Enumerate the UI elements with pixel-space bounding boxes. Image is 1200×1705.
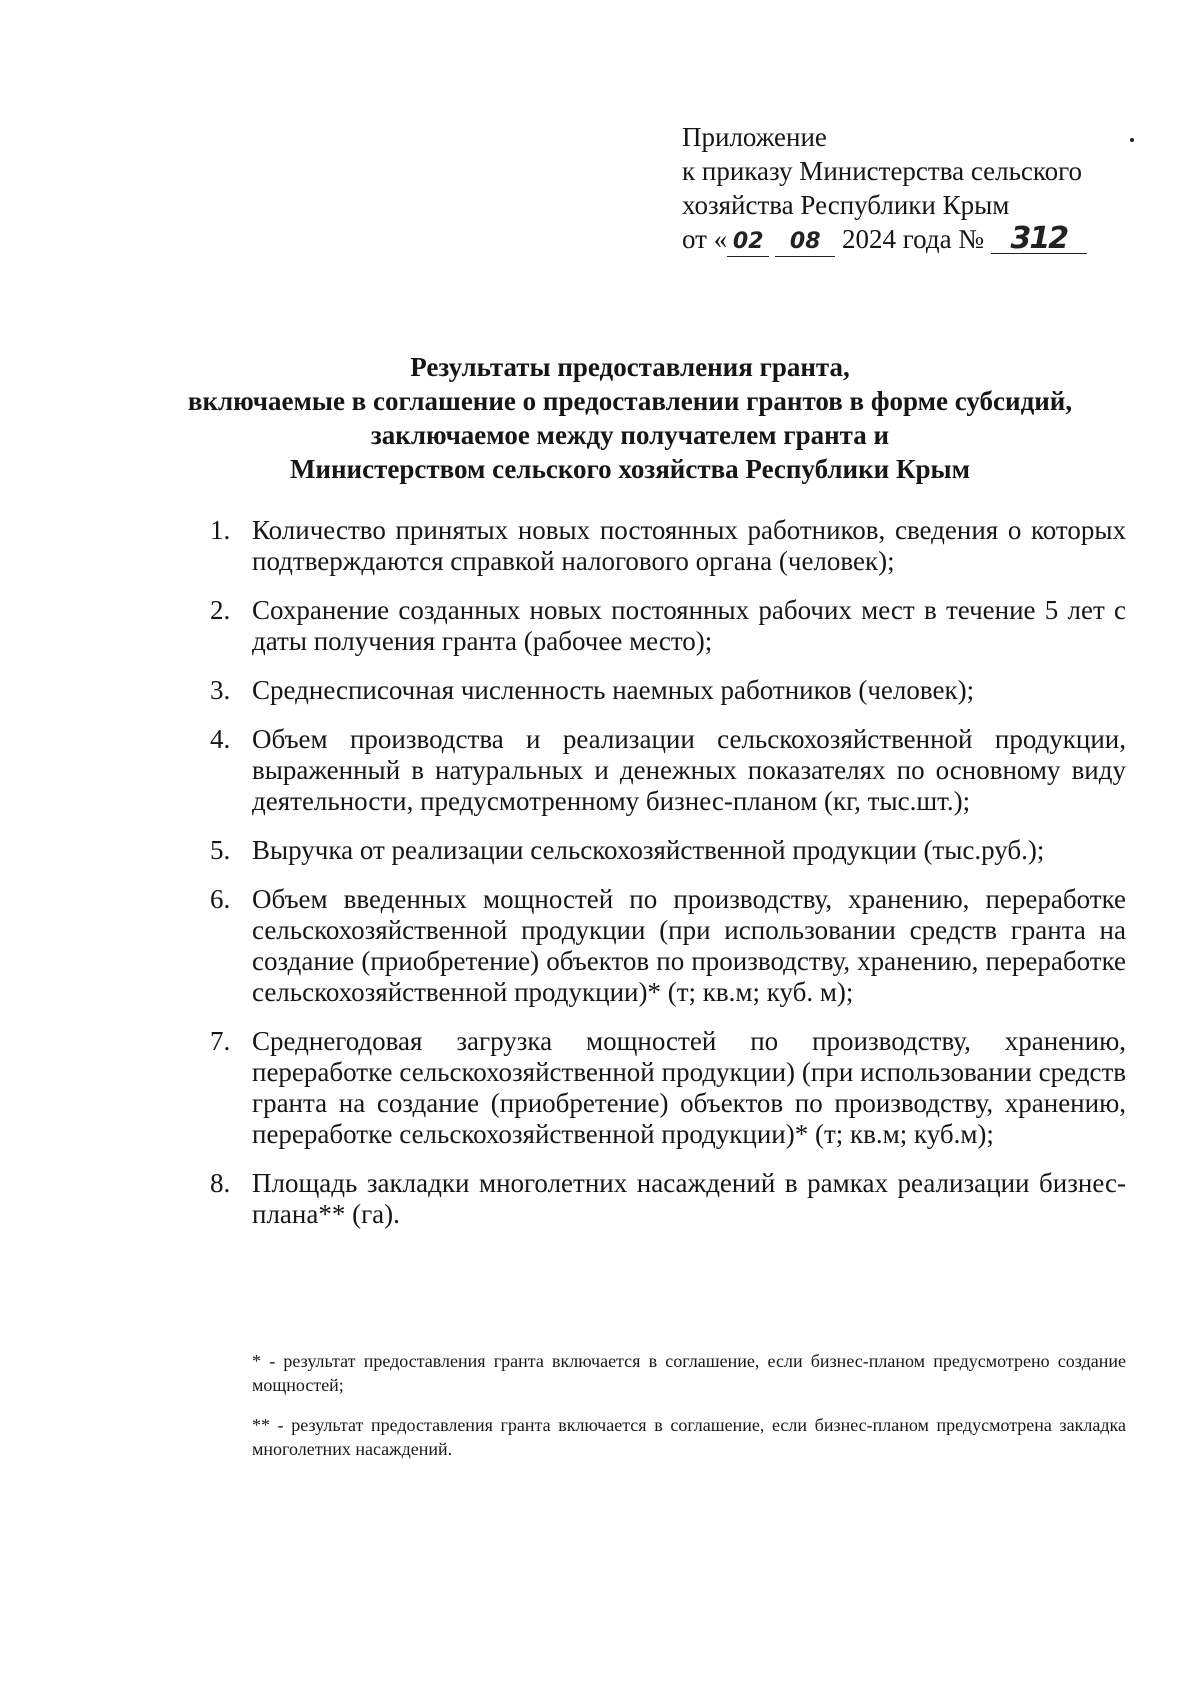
list-item: [210, 675, 1126, 706]
appendix-label: Приложение: [682, 122, 827, 152]
results-list: [210, 515, 1126, 1248]
list-item-number: 3.: [210, 675, 231, 705]
list-item: [210, 724, 1126, 817]
list-item-text: Объем производства и реализации сельскохозяйственной продукции, выраженный в натуральных и денежных показателях по основному виду деятельности, предусмотренному бизнес-планом (кг, тыс.шт.);: [252, 724, 1126, 816]
date-year-text: 2024 года №: [841, 224, 985, 254]
date-prefix: от «: [682, 224, 728, 254]
appendix-header: [682, 120, 1142, 257]
list-item-text: Среднегодовая загрузка мощностей по производству, хранению, переработке сельскохозяйственной продукции) (при использовании средств гранта на создание (приобретение) объектов по производству, хранению, переработке сельскохозяйственной продукции)* (т; кв.м; куб.м);: [252, 1026, 1126, 1149]
title-line-1: Результаты предоставления гранта,: [410, 352, 850, 382]
footnotes: [252, 1349, 1126, 1477]
list-item-number: 6.: [210, 884, 231, 914]
title-line-3: заключаемое между получателем гранта и: [370, 420, 890, 450]
document-title: [150, 350, 1110, 486]
list-item: [210, 515, 1126, 577]
handwritten-day: 02: [727, 228, 769, 257]
appendix-date-line: [682, 222, 1142, 257]
title-line-2: включаемые в соглашение о предоставлении грантов в форме субсидий,: [187, 386, 1073, 416]
list-item-number: 7.: [210, 1026, 231, 1056]
list-item-number: 2.: [210, 595, 231, 625]
list-item: [210, 595, 1126, 657]
handwritten-order-number: 312: [991, 225, 1087, 254]
list-item-text: Площадь закладки многолетних насаждений в рамках реализации бизнес-плана** (га).: [252, 1168, 1126, 1229]
list-item-text: Объем введенных мощностей по производству, хранению, переработке сельскохозяйственной продукции (при использовании средств гранта на создание (приобретение) объектов по производству, хранению, переработке сельскохозяйственной продукции)* (т; кв.м; куб. м);: [252, 884, 1126, 1007]
list-item: [210, 1026, 1126, 1150]
list-item-number: 5.: [210, 835, 231, 865]
handwritten-month: 08: [775, 228, 835, 257]
appendix-ministry: хозяйства Республики Крым: [682, 190, 1010, 220]
list-item-text: Выручка от реализации сельскохозяйственной продукции (тыс.руб.);: [252, 835, 1045, 865]
appendix-order-ref: к приказу Министерства сельского: [682, 156, 1083, 186]
list-item: [210, 1168, 1126, 1230]
list-item: [210, 884, 1126, 1008]
footnote-1: * - результат предоставления гранта включается в соглашение, если бизнес-планом предусмотрено создание мощностей;: [252, 1351, 1126, 1395]
list-item-text: Среднесписочная численность наемных работников (человек);: [252, 675, 975, 705]
list-item-text: Сохранение созданных новых постоянных рабочих мест в течение 5 лет с даты получения гранта (рабочее место);: [252, 595, 1126, 656]
list-item: [210, 835, 1126, 866]
footnote-2: ** - результат предоставления гранта включается в соглашение, если бизнес-планом предусмотрена закладка многолетних насаждений.: [252, 1415, 1126, 1459]
list-item-number: 8.: [210, 1168, 231, 1198]
list-item-number: 4.: [210, 724, 231, 754]
title-line-4: Министерством сельского хозяйства Республики Крым: [289, 454, 971, 484]
list-item-number: 1.: [210, 515, 231, 545]
list-item-text: Количество принятых новых постоянных работников, сведения о которых подтверждаются справкой налогового органа (человек);: [252, 515, 1126, 576]
